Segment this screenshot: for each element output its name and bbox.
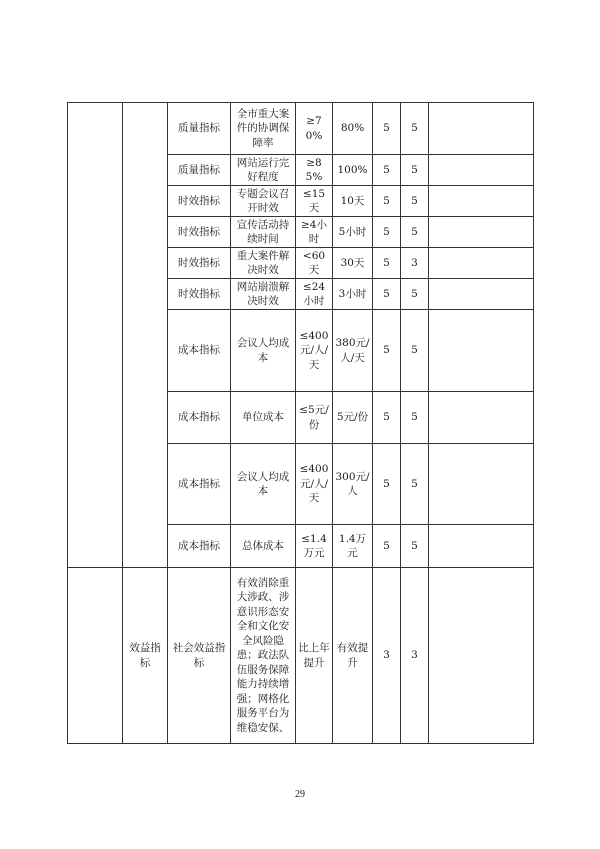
level2-cell-continued: [123, 103, 168, 568]
indicator-name: 单位成本: [231, 392, 296, 444]
sub-indicator: 成本指标: [168, 525, 231, 568]
sub-indicator: 成本指标: [168, 310, 231, 392]
remark-cell: [429, 186, 534, 217]
sub-indicator: 时效指标: [168, 217, 231, 248]
indicator-name: 有效消除重大涉政、涉意识形态安全和文化安全风险隐患；政法队伍服务保障能力持续增强；网格化服务平台为维稳安保、: [231, 568, 296, 744]
score-value: 3: [401, 248, 429, 279]
score-value: 5: [401, 444, 429, 525]
sub-indicator: 时效指标: [168, 186, 231, 217]
remark-cell: [429, 248, 534, 279]
target-value: ≥85%: [296, 155, 333, 186]
weight-value: 5: [373, 217, 401, 248]
score-value: 5: [401, 310, 429, 392]
target-value: ≤15天: [296, 186, 333, 217]
actual-value: 300元/人: [333, 444, 373, 525]
sub-indicator: 成本指标: [168, 444, 231, 525]
target-value: ≥70%: [296, 103, 333, 155]
sub-indicator: 成本指标: [168, 392, 231, 444]
actual-value: 10天: [333, 186, 373, 217]
weight-value: 5: [373, 186, 401, 217]
sub-indicator: 社会效益指标: [168, 568, 231, 744]
weight-value: 5: [373, 444, 401, 525]
benefit-category: 效益指标: [123, 568, 168, 744]
sub-indicator: 质量指标: [168, 103, 231, 155]
target-value: ≤400元/人/天: [296, 310, 333, 392]
weight-value: 5: [373, 392, 401, 444]
target-value: <60天: [296, 248, 333, 279]
score-value: 5: [401, 525, 429, 568]
remark-cell: [429, 310, 534, 392]
weight-value: 5: [373, 279, 401, 310]
weight-value: 5: [373, 310, 401, 392]
actual-value: 1.4万元: [333, 525, 373, 568]
target-value: ≤400元/人/天: [296, 444, 333, 525]
level1-cell-continued: [68, 103, 123, 568]
weight-value: 5: [373, 103, 401, 155]
target-value: ≥4小时: [296, 217, 333, 248]
score-value: 3: [401, 568, 429, 744]
indicator-name: 会议人均成本: [231, 444, 296, 525]
remark-cell: [429, 155, 534, 186]
remark-cell: [429, 568, 534, 744]
score-value: 5: [401, 279, 429, 310]
weight-value: 3: [373, 568, 401, 744]
weight-value: 5: [373, 155, 401, 186]
indicator-name: 专题会议召开时效: [231, 186, 296, 217]
level1-cell-continued: [68, 568, 123, 744]
sub-indicator: 时效指标: [168, 279, 231, 310]
benefit-row: [68, 568, 534, 744]
score-value: 5: [401, 392, 429, 444]
score-value: 5: [401, 217, 429, 248]
weight-value: 5: [373, 248, 401, 279]
remark-cell: [429, 217, 534, 248]
page-number: 29: [295, 789, 305, 800]
indicator-name: 会议人均成本: [231, 310, 296, 392]
actual-value: 380元/人/天: [333, 310, 373, 392]
actual-value: 30天: [333, 248, 373, 279]
score-value: 5: [401, 103, 429, 155]
table-row: [68, 103, 534, 155]
sub-indicator: 时效指标: [168, 248, 231, 279]
actual-value: 100%: [333, 155, 373, 186]
actual-value: 5小时: [333, 217, 373, 248]
remark-cell: [429, 103, 534, 155]
indicator-name: 全市重大案件的协调保障率: [231, 103, 296, 155]
indicator-name: 总体成本: [231, 525, 296, 568]
sub-indicator: 质量指标: [168, 155, 231, 186]
actual-value: 有效提升: [333, 568, 373, 744]
score-value: 5: [401, 186, 429, 217]
remark-cell: [429, 525, 534, 568]
actual-value: 3小时: [333, 279, 373, 310]
actual-value: 80%: [333, 103, 373, 155]
actual-value: 5元/份: [333, 392, 373, 444]
target-value: 比上年提升: [296, 568, 333, 744]
indicator-name: 网站崩溃解决时效: [231, 279, 296, 310]
indicator-name: 网站运行完好程度: [231, 155, 296, 186]
performance-indicator-table: [67, 102, 534, 744]
target-value: ≤1.4万元: [296, 525, 333, 568]
score-value: 5: [401, 155, 429, 186]
target-value: ≤5元/份: [296, 392, 333, 444]
remark-cell: [429, 392, 534, 444]
indicator-name: 重大案件解决时效: [231, 248, 296, 279]
remark-cell: [429, 444, 534, 525]
weight-value: 5: [373, 525, 401, 568]
target-value: ≤24小时: [296, 279, 333, 310]
remark-cell: [429, 279, 534, 310]
indicator-name: 宣传活动持续时间: [231, 217, 296, 248]
